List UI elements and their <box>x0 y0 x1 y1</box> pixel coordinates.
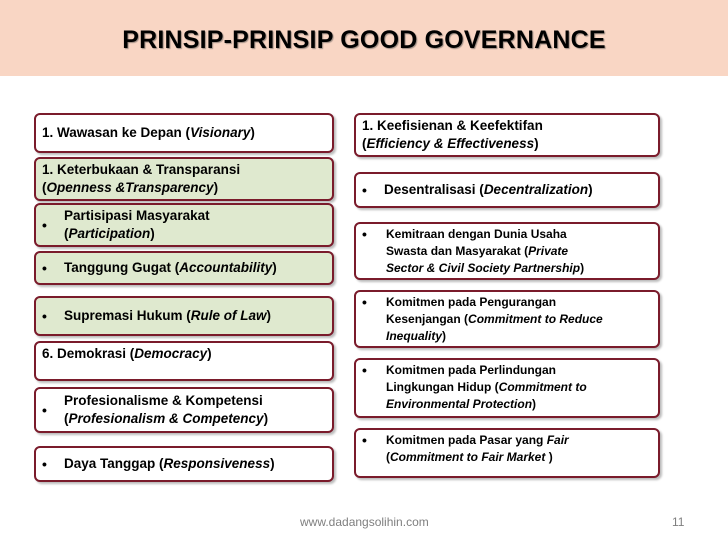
page-number: 11 <box>672 515 685 529</box>
principle-environmental-protection: • Komitmen pada Perlindungan Lingkungan Hidup (Commitment to Environmental Protection) <box>354 358 660 418</box>
principle-decentralization: • Desentralisasi (Decentralization) <box>354 172 660 208</box>
principle-democracy: 6. Demokrasi (Democracy) <box>34 341 334 381</box>
bullet: • <box>42 260 47 276</box>
slide-title: PRINSIP-PRINSIP GOOD GOVERNANCE <box>122 26 606 54</box>
principle-efficiency: 1. Keefisienan & Keefektifan (Efficiency & Effectiveness) <box>354 113 660 157</box>
principle-accountability: • Tanggung Gugat (Accountability) <box>34 251 334 285</box>
principle-reduce-inequality: • Komitmen pada Pengurangan Kesenjangan (Commitment to Reduce Inequality) <box>354 290 660 348</box>
bullet: • <box>42 402 47 418</box>
principle-visionary: 1. Wawasan ke Depan (Visionary) <box>34 113 334 153</box>
bullet: • <box>362 182 367 198</box>
principle-participation: • Partisipasi Masyarakat (Participation) <box>34 203 334 247</box>
bullet: • <box>362 362 367 378</box>
principle-fair-market: • Komitmen pada Pasar yang Fair (Commitment to Fair Market ) <box>354 428 660 478</box>
principle-partnership: • Kemitraan dengan Dunia Usaha Swasta dan Masyarakat (Private Sector & Civil Society Partnership) <box>354 222 660 280</box>
bullet: • <box>42 308 47 324</box>
principle-professionalism: • Profesionalisme & Kompetensi (Profesionalism & Competency) <box>34 387 334 433</box>
footer-url: www.dadangsolihin.com <box>300 515 429 529</box>
bullet: • <box>362 432 367 448</box>
principle-responsiveness: • Daya Tanggap (Responsiveness) <box>34 446 334 482</box>
bullet: • <box>42 456 47 472</box>
principle-rule-of-law: • Supremasi Hukum (Rule of Law) <box>34 296 334 336</box>
principle-openness: 1. Keterbukaan & Transparansi (Openness &Transparency) <box>34 157 334 201</box>
bullet: • <box>42 217 47 233</box>
bullet: • <box>362 294 367 310</box>
bullet: • <box>362 226 367 242</box>
